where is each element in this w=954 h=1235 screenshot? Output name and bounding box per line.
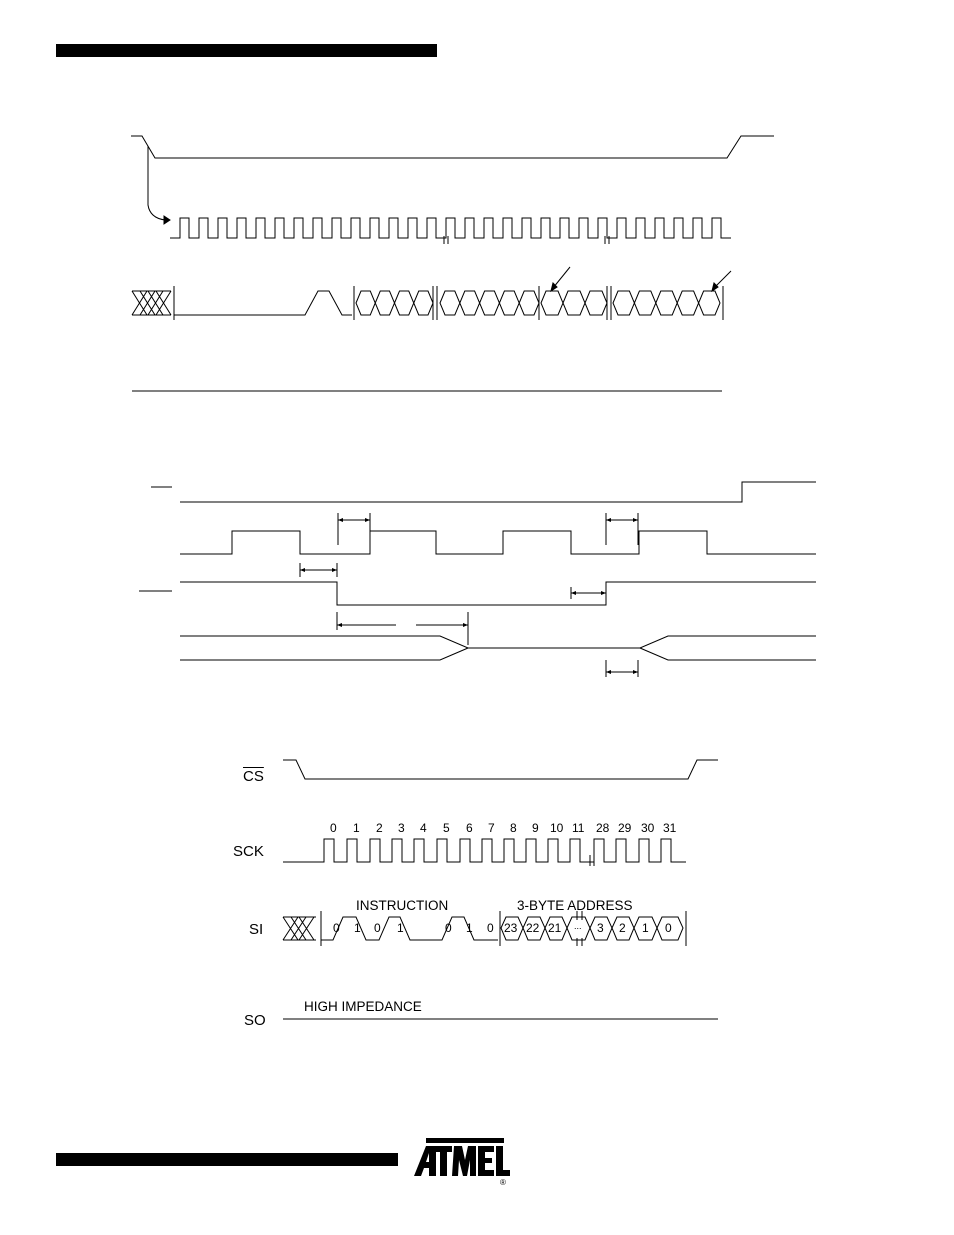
sck-break: [590, 855, 594, 866]
diagram1-sck-waveform: [170, 218, 731, 238]
sck-cycle-number: 8: [510, 821, 517, 835]
si-instruction-bit: 0: [333, 921, 340, 935]
logo-registered-mark: ®: [500, 1178, 506, 1186]
diagram2-cs-waveform: [180, 482, 816, 502]
sck-cycle-number: 0: [330, 821, 337, 835]
timing-marker-1: [338, 513, 370, 545]
sck-cycle-number: 4: [420, 821, 427, 835]
sck-cycle-number: 10: [550, 821, 564, 835]
logo-top-bar: [426, 1138, 504, 1143]
diagram1-data-waveform: [356, 291, 720, 315]
sck-cycle-number: 30: [641, 821, 655, 835]
si-address-bit: 21: [548, 921, 562, 935]
sck-cycle-number: 28: [596, 821, 610, 835]
so-caption: HIGH IMPEDANCE: [304, 999, 422, 1014]
atmel-logo: [412, 1138, 512, 1191]
si-address-bit: 23: [504, 921, 518, 935]
timing-marker-3: [300, 563, 337, 577]
timing-marker-6: [606, 660, 638, 677]
si-address-bit: 0: [665, 921, 672, 935]
si-hatch: [283, 917, 316, 940]
sck-label: SCK: [233, 843, 264, 860]
sck-cycle-number: 1: [353, 821, 360, 835]
sck-waveform: [283, 839, 686, 862]
footer-rule: [56, 1153, 398, 1166]
diagram2-sck-waveform: [180, 531, 816, 554]
si-instruction-bit: 1: [354, 921, 361, 935]
diagram2-data-waveform: [180, 636, 816, 660]
diagram2-cs2-waveform: [180, 582, 816, 605]
sck-cycle-number: 29: [618, 821, 632, 835]
instruction-caption: INSTRUCTION: [356, 898, 449, 913]
so-label: SO: [244, 1012, 266, 1029]
sck-cycle-number: 7: [488, 821, 495, 835]
cs-label: $\overline{CS}$: [243, 768, 264, 785]
diagram1-data-hatch: [132, 291, 171, 315]
si-instruction-bit: 0: [374, 921, 381, 935]
cs-waveform: [283, 760, 718, 779]
si-instruction-bit: 1: [397, 921, 404, 935]
si-label: SI: [249, 921, 264, 938]
diagram1-arrow-curve: [148, 146, 165, 220]
sck-cycle-number: 31: [663, 821, 677, 835]
si-instruction-bit: 0: [445, 921, 452, 935]
si-address-bit: 22: [526, 921, 540, 935]
si-address-bit: 2: [619, 921, 626, 935]
diagram1-arrowhead: [164, 216, 170, 224]
si-address-bit: ...: [574, 921, 582, 931]
address-caption: 3-BYTE ADDRESS: [517, 898, 633, 913]
diagram1-data-line: [174, 286, 352, 320]
sck-cycle-number: 2: [376, 821, 383, 835]
sck-cycle-number: 6: [466, 821, 473, 835]
sck-cycle-number: 3: [398, 821, 405, 835]
si-address-bit: 3: [597, 921, 604, 935]
sck-cycle-number: 5: [443, 821, 450, 835]
timing-marker-arrowheads: [300, 518, 638, 674]
timing-marker-4: [571, 587, 606, 599]
timing-marker-2: [606, 513, 638, 545]
si-instruction-bit: 0: [487, 921, 494, 935]
sck-cycle-number: 9: [532, 821, 539, 835]
sck-cycle-number: 11: [572, 821, 585, 835]
diagram1-cs-waveform: [131, 136, 774, 158]
si-address-bit: 1: [642, 921, 649, 935]
si-instruction-bit: 1: [466, 921, 473, 935]
